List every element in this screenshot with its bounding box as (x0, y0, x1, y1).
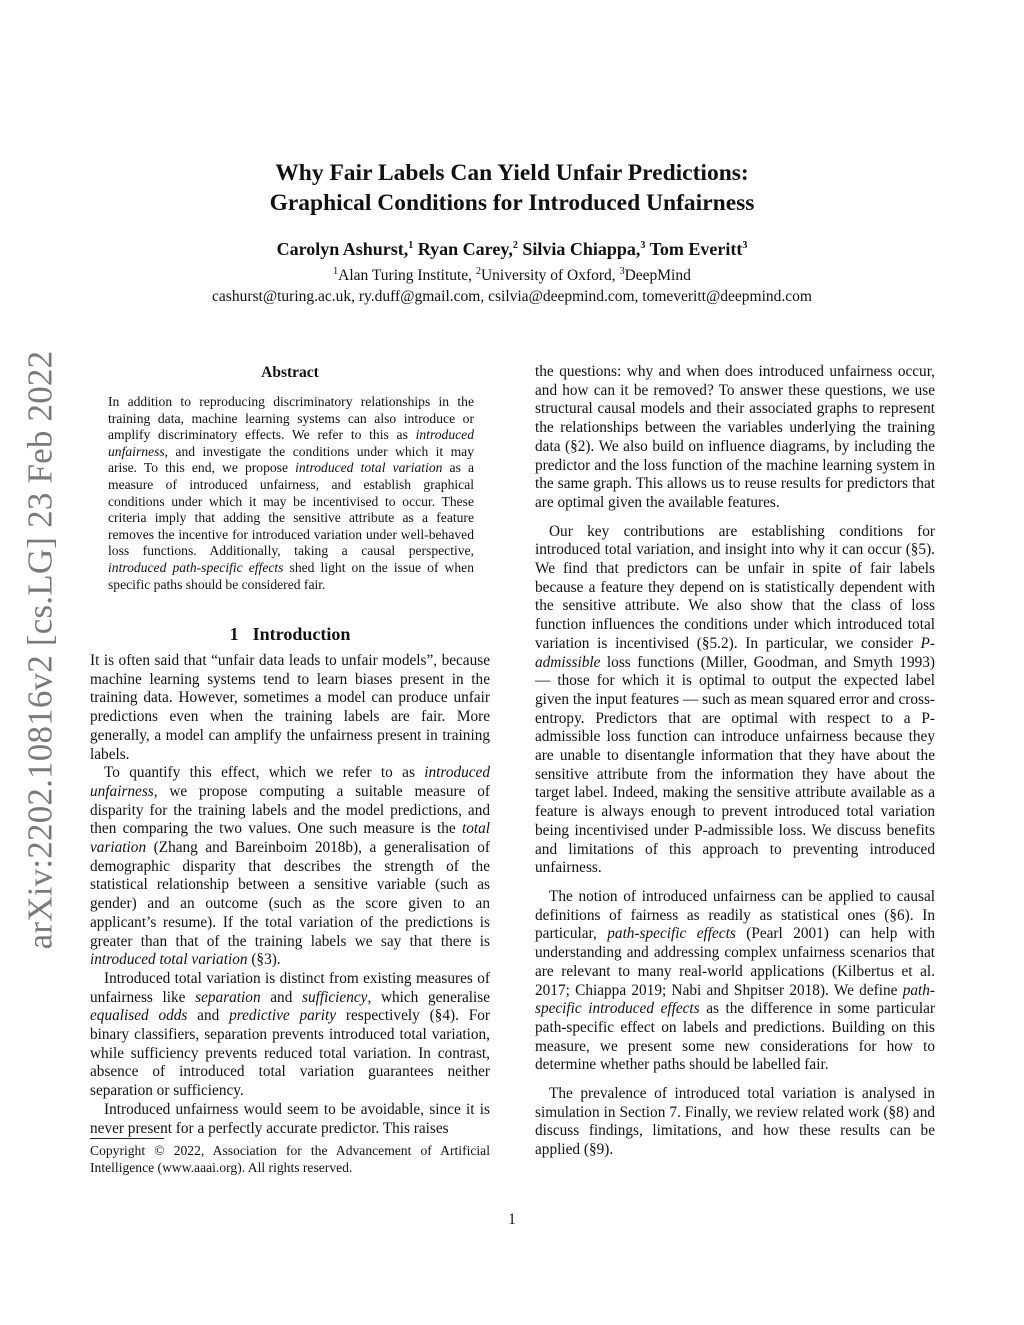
arxiv-identifier: arXiv:2202.10816v2 [cs.LG] 23 Feb 2022 (20, 350, 60, 950)
paragraph: The notion of introduced unfairness can be applied to causal definitions of fairness as readily as statistical ones (§6). In particular, path-specific effects (Pearl 2001) can help with understanding and addressing complex unfairness scenarios that are relevant to many real-world applications (Kilbertus et al. 2017; Chiappa 2019; Nabi and Shpitser 2018). We define path-specific introduced effects as the difference in some particular path-specific effect on labels and predictions. Building on this measure, we present some new considerations for how to determine whether paths should be labelled fair. (535, 887, 936, 1074)
title-line-2: Graphical Conditions for Introduced Unfairness (269, 190, 755, 216)
section-title: Introduction (252, 624, 351, 644)
author: Ryan Carey,$^2$ (417, 239, 518, 259)
section-number: 1 (229, 624, 239, 644)
paragraph: To quantify this effect, which we refer to as introduced unfairness, we propose computing a suitable measure of disparity for the training labels and the model predictions, and then comparing the two values. One such measure is the total variation (Zhang and Bareinboim 2018b), a generalisation of demographic disparity that describes the strength of the statistical relationship between a sensitive variable (such as gender) and an outcome (such as the score given to an applicant’s resume). If the total variation of the predictions is greater than that of the training labels we say that there is introduced total variation (§3). (90, 764, 490, 969)
paragraph: Introduced unfairness would seem to be avoidable, since it is never present for a perfectly accurate predictor. This raises (90, 1100, 490, 1137)
title-line-1: Why Fair Labels Can Yield Unfair Predictions: (275, 160, 749, 186)
author-list (150, 237, 874, 261)
left-column (90, 652, 490, 1138)
paragraph: Introduced total variation is distinct from existing measures of unfairness like separation and sufficiency, which generalise equalised odds and predictive parity respectively (§4). For binary classifiers, separation prevents introduced total variation, while sufficiency prevents reduced total variation. In contrast, absence of introduced total variation guarantees neither separation or sufficiency. (90, 969, 490, 1100)
author: Carolyn Ashurst,$^1$ (276, 239, 414, 259)
footnote-rule (90, 1138, 164, 1139)
paragraph: Our key contributions are establishing conditions for introduced total variation, and insight into why it can occur (§5). We find that predictors can be unfair in spite of fair labels because a feature they depend on is statistically dependent with the sensitive attribute. We also show that the class of loss function influences the conditions under which introduced total variation is incentivised (§5.2). In particular, we consider P-admissible loss functions (Miller, Goodman, and Smyth 1993) — those for which it is optimal to output the expected label given the input features — such as mean squared error and cross-entropy. Predictors that are optimal with respect to a P-admissible loss function can introduce unfairness because they are unable to disentangle information that they have about the sensitive attribute from the information they have about the target label. Indeed, making the sensitive attribute available as a feature is always enough to prevent introduced total variation being incentivised under P-admissible loss. We discuss benefits and limitations of this approach to preventing introduced unfairness. (535, 522, 935, 877)
author: Tom Everitt$^3$ (649, 239, 748, 259)
paper-title (150, 158, 874, 218)
arxiv-sidebar (18, 350, 62, 950)
copyright-footnote: Copyright © 2022, Association for the Advancement of Artificial Intelligence (www.aaai.org). All rights reserved. (90, 1143, 490, 1175)
paragraph: the questions: why and when does introduced unfairness occur, and how can it be removed? To answer these questions, we use structural causal models and their associated graphs to represent the relationships between the variables underlying the training data (§2). We also build on influence diagrams, by including the predictor and the loss function of the machine learning system in the same graph. This allows us to reuse results for predictors that are optimal given the available features. (535, 363, 935, 511)
page-number: 1 (508, 1211, 516, 1228)
abstract-heading: Abstract (261, 364, 319, 381)
paragraph: The prevalence of introduced total variation is analysed in simulation in Section 7. Finally, we review related work (§8) and discuss findings, limitations, and how these results can be applied (§9). (535, 1085, 935, 1159)
affiliations: $^1$Alan Turing Institute, $^2$University of Oxford, $^3$DeepMind (333, 265, 691, 284)
paragraph: It is often said that “unfair data leads to unfair models”, because machine learning systems tend to learn biases present in the training data. However, sometimes a model can produce unfair predictions even when the training labels are fair. More generally, a model can amplify the unfairness present in training labels. (90, 652, 490, 763)
right-column (535, 363, 935, 1160)
author-emails: cashurst@turing.ac.uk, ry.duff@gmail.com, csilvia@deepmind.com, tomeveritt@deepmind.com (212, 288, 812, 305)
section-heading (90, 624, 490, 645)
abstract-body: In addition to reproducing discriminatory relationships in the training data, machine learning systems can also introduce or amplify discriminatory effects. We refer to this as introduced unfairness, and investigate the conditions under which it may arise. To this end, we propose introduced total variation as a measure of introduced unfairness, and establish graphical conditions under which it may be incentivised to occur. These criteria imply that adding the sensitive attribute as a feature removes the incentive for introduced variation under well-behaved loss functions. Additionally, taking a causal perspective, introduced path-specific effects shed light on the issue of when specific paths should be considered fair. (108, 394, 475, 592)
author: Silvia Chiappa,$^3$ (522, 239, 646, 259)
